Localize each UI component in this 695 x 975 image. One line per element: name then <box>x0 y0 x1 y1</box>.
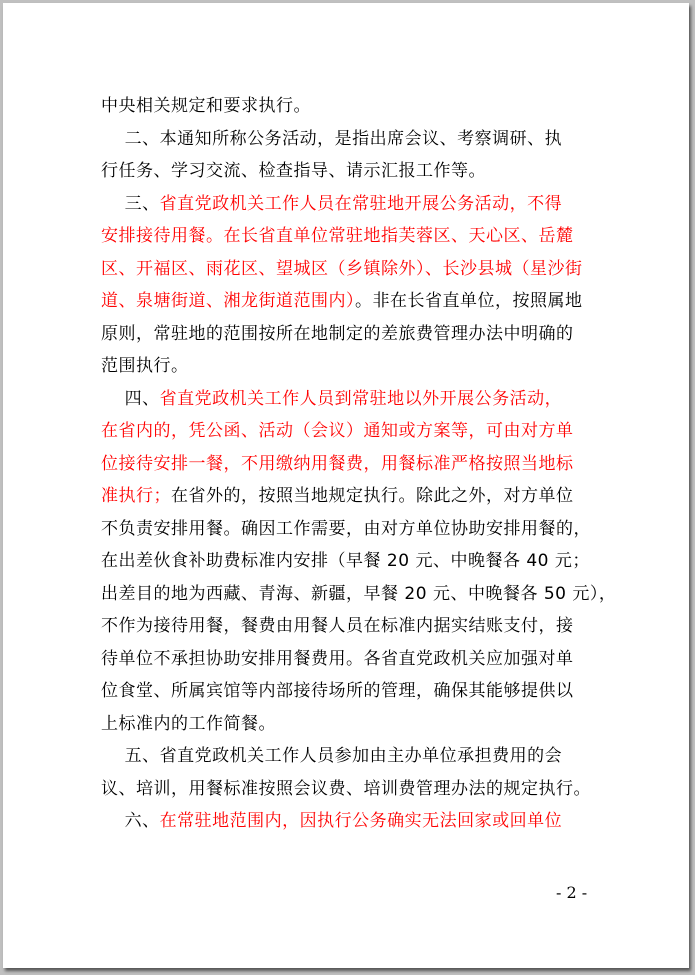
text-line <box>101 480 611 513</box>
text-line <box>101 90 611 123</box>
body-text-segment: 范围执行。 <box>101 356 189 376</box>
page-number: - 2 - <box>556 883 588 902</box>
body-text-segment: 六、 <box>101 811 160 831</box>
text-line <box>101 740 611 773</box>
body-text-segment: 。非在长省直单位，按照属地 <box>355 291 583 311</box>
highlighted-text: 在省内的，凭公函、活动（会议）通知或方案等，可由对方单 <box>101 421 574 441</box>
text-line <box>101 643 611 676</box>
highlighted-text: 省直党政机关工作人员在常驻地开展公务活动，不得 <box>159 193 563 214</box>
text-line <box>101 805 611 838</box>
document-page <box>3 3 689 968</box>
highlighted-text: 在常驻地范围内，因执行公务确实无法回家或回单位 <box>159 811 563 831</box>
body-text-segment: 待单位不承担协助安排用餐费用。各省直党政机关应加强对单 <box>101 648 574 669</box>
body-text-segment: 三、 <box>101 193 160 214</box>
body-text-segment: 原则，常驻地的范围按所在地制定的差旅费管理办法中明确的 <box>101 323 574 344</box>
highlighted-text: 省直党政机关工作人员到常驻地以外开展公务活动， <box>159 388 563 409</box>
body-text-segment: 在省外的，按照当地规定执行。除此之外，对方单位 <box>171 486 574 506</box>
highlighted-text: 安排接待用餐。在长省直单位常驻地指芙蓉区、天心区、岳麓 <box>101 226 574 246</box>
text-line <box>101 415 611 448</box>
body-text-segment: 在出差伙食补助费标准内安排（早餐 20 元、中晚餐各 40 元； <box>101 551 590 571</box>
body-text-segment: 不作为接待用餐，餐费由用餐人员在标准内据实结账支付，接 <box>101 616 574 636</box>
body-text-segment: 行任务、学习交流、检查指导、请示汇报工作等。 <box>101 161 486 181</box>
body-text-segment: 中央相关规定和要求执行。 <box>101 96 311 116</box>
body-text-segment: 四、 <box>101 388 160 409</box>
text-line <box>101 188 611 221</box>
text-line <box>101 383 611 416</box>
text-line <box>101 675 611 708</box>
text-line <box>101 708 611 741</box>
body-text-segment: 五、省直党政机关工作人员参加由主办单位承担费用的会 <box>101 746 563 766</box>
text-line <box>101 123 611 156</box>
document-body <box>101 90 617 838</box>
text-line <box>101 448 611 481</box>
text-line <box>101 578 617 611</box>
highlighted-text: 区、开福区、雨花区、望城区（乡镇除外）、长沙县城（星沙街 <box>101 258 583 279</box>
highlighted-text: 位接待安排一餐，不用缴纳用餐费，用餐标准严格按照当地标 <box>101 453 574 474</box>
text-line <box>101 610 611 643</box>
text-line <box>101 513 611 546</box>
text-line <box>101 285 611 318</box>
text-line <box>101 253 611 286</box>
body-text-segment: 二、本通知所称公务活动，是指出席会议、考察调研、执 <box>101 128 563 149</box>
text-line <box>101 155 611 188</box>
body-text-segment: 位食堂、所属宾馆等内部接待场所的管理，确保其能够提供以 <box>101 681 574 701</box>
highlighted-text: 道、泉塘街道、湘龙街道范围内） <box>101 291 355 311</box>
text-line <box>101 350 611 383</box>
text-line <box>101 545 611 578</box>
text-line <box>101 773 611 806</box>
body-text-segment: 上标准内的工作简餐。 <box>101 713 276 734</box>
body-text-segment: 议、培训，用餐标准按照会议费、培训费管理办法的规定执行。 <box>101 778 591 799</box>
body-text-segment: 出差目的地为西藏、青海、新疆，早餐 20 元、中晚餐各 50 元）， <box>101 583 617 604</box>
text-line <box>101 318 611 351</box>
highlighted-text: 准执行； <box>101 486 171 506</box>
body-text-segment: 不负责安排用餐。确因工作需要，由对方单位协助安排用餐的， <box>101 518 591 539</box>
text-line <box>101 220 611 253</box>
